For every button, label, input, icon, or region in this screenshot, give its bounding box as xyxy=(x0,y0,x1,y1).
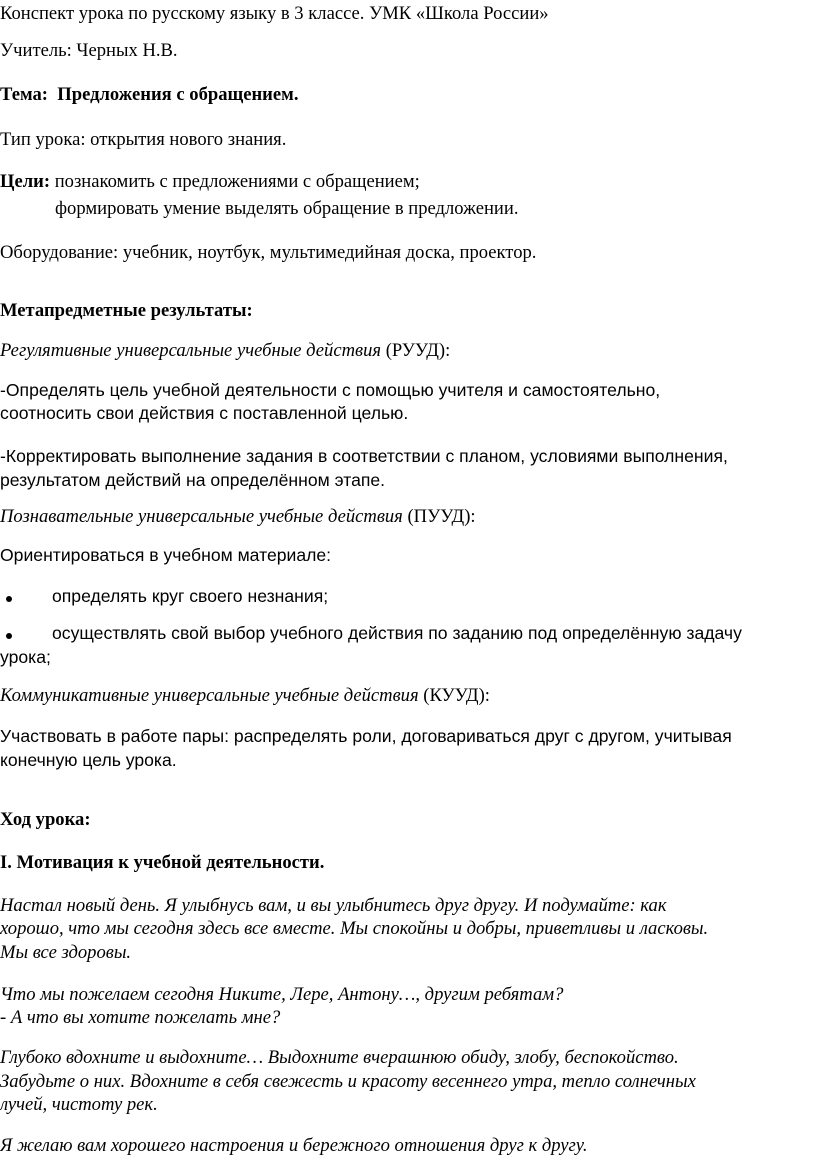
kuud-line-2: конечную цель урока. xyxy=(0,750,177,770)
ruud-heading xyxy=(0,340,450,362)
teacher-line: Учитель: Черных Н.В. xyxy=(0,40,178,61)
kuud-line-1: Участвовать в работе пары: распределять роли, договариваться друг с другом, учитывая xyxy=(0,726,732,746)
ruud-title: Регулятивные универсальные учебные действия xyxy=(0,340,382,361)
paragraph-1-line-3: Мы все здоровы. xyxy=(0,942,132,963)
bullet-icon xyxy=(6,633,12,639)
paragraph-2-line-1: Что мы пожелаем сегодня Никите, Лере, Антону…, другим ребятам? xyxy=(0,984,564,1005)
paragraph-3-line-1: Глубоко вдохните и выдохните… Выдохните вчерашнюю обиду, злобу, беспокойство. xyxy=(0,1047,679,1068)
goals-item-2: формировать умение выделять обращение в предложении. xyxy=(55,198,519,219)
stage-1-heading: I. Мотивация к учебной деятельности. xyxy=(0,852,325,873)
paragraph-1-line-2: хорошо, что мы сегодня здесь все вместе. Мы спокойны и добры, приветливы и ласковы. xyxy=(0,918,709,939)
topic-label: Тема: xyxy=(0,84,48,105)
goals-line-1 xyxy=(0,171,420,193)
ruud-item-1-line-1: -Определять цель учебной деятельности с помощью учителя и самостоятельно, xyxy=(0,380,661,400)
puud-bullet-2-line-1: осуществлять свой выбор учебного действия по заданию под определённую задачу xyxy=(52,623,742,643)
puud-heading xyxy=(0,506,476,528)
topic-value: Предложения с обращением. xyxy=(57,84,299,105)
lesson-type-line: Тип урока: открытия нового знания. xyxy=(0,129,287,150)
document-title: Конспект урока по русскому языку в 3 классе. УМК «Школа России» xyxy=(0,3,549,24)
topic-line xyxy=(0,84,298,106)
kuud-title: Коммуникативные универсальные учебные действия xyxy=(0,685,419,706)
goals-item-1: познакомить с предложениями с обращением; xyxy=(54,171,420,192)
bullet-icon xyxy=(6,596,12,602)
lesson-flow-heading: Ход урока: xyxy=(0,809,91,830)
puud-intro: Ориентироваться в учебном материале: xyxy=(0,545,332,565)
paragraph-2-line-2: - А что вы хотите пожелать мне? xyxy=(0,1007,281,1028)
ruud-item-2-line-2: результатом действий на определённом этапе. xyxy=(0,470,386,490)
paragraph-1-line-1: Настал новый день. Я улыбнусь вам, и вы улыбнитесь друг другу. И подумайте: как xyxy=(0,895,667,916)
ruud-abbr: (РУУД): xyxy=(381,340,451,361)
ruud-item-1-line-2: соотносить свои действия с поставленной целью. xyxy=(0,403,409,423)
equipment-line: Оборудование: учебник, ноутбук, мультимедийная доска, проектор. xyxy=(0,242,537,263)
paragraph-4: Я желаю вам хорошего настроения и бережного отношения друг к другу. xyxy=(0,1135,588,1156)
puud-title: Познавательные универсальные учебные действия xyxy=(0,506,403,527)
ruud-item-2-line-1: -Корректировать выполнение задания в соответствии с планом, условиями выполнения, xyxy=(0,446,728,466)
meta-results-heading: Метапредметные результаты: xyxy=(0,300,253,321)
paragraph-3-line-3: лучей, чистоту рек. xyxy=(0,1094,158,1115)
paragraph-3-line-2: Забудьте о них. Вдохните в себя свежесть и красоту весеннего утра, тепло солнечных xyxy=(0,1071,696,1092)
kuud-heading xyxy=(0,685,490,707)
puud-bullet-2-line-2: урока; xyxy=(0,647,51,667)
kuud-abbr: (КУУД): xyxy=(418,685,490,706)
puud-bullet-1: определять круг своего незнания; xyxy=(52,586,329,606)
puud-abbr: (ПУУД): xyxy=(402,506,476,527)
goals-label: Цели: xyxy=(0,171,51,192)
